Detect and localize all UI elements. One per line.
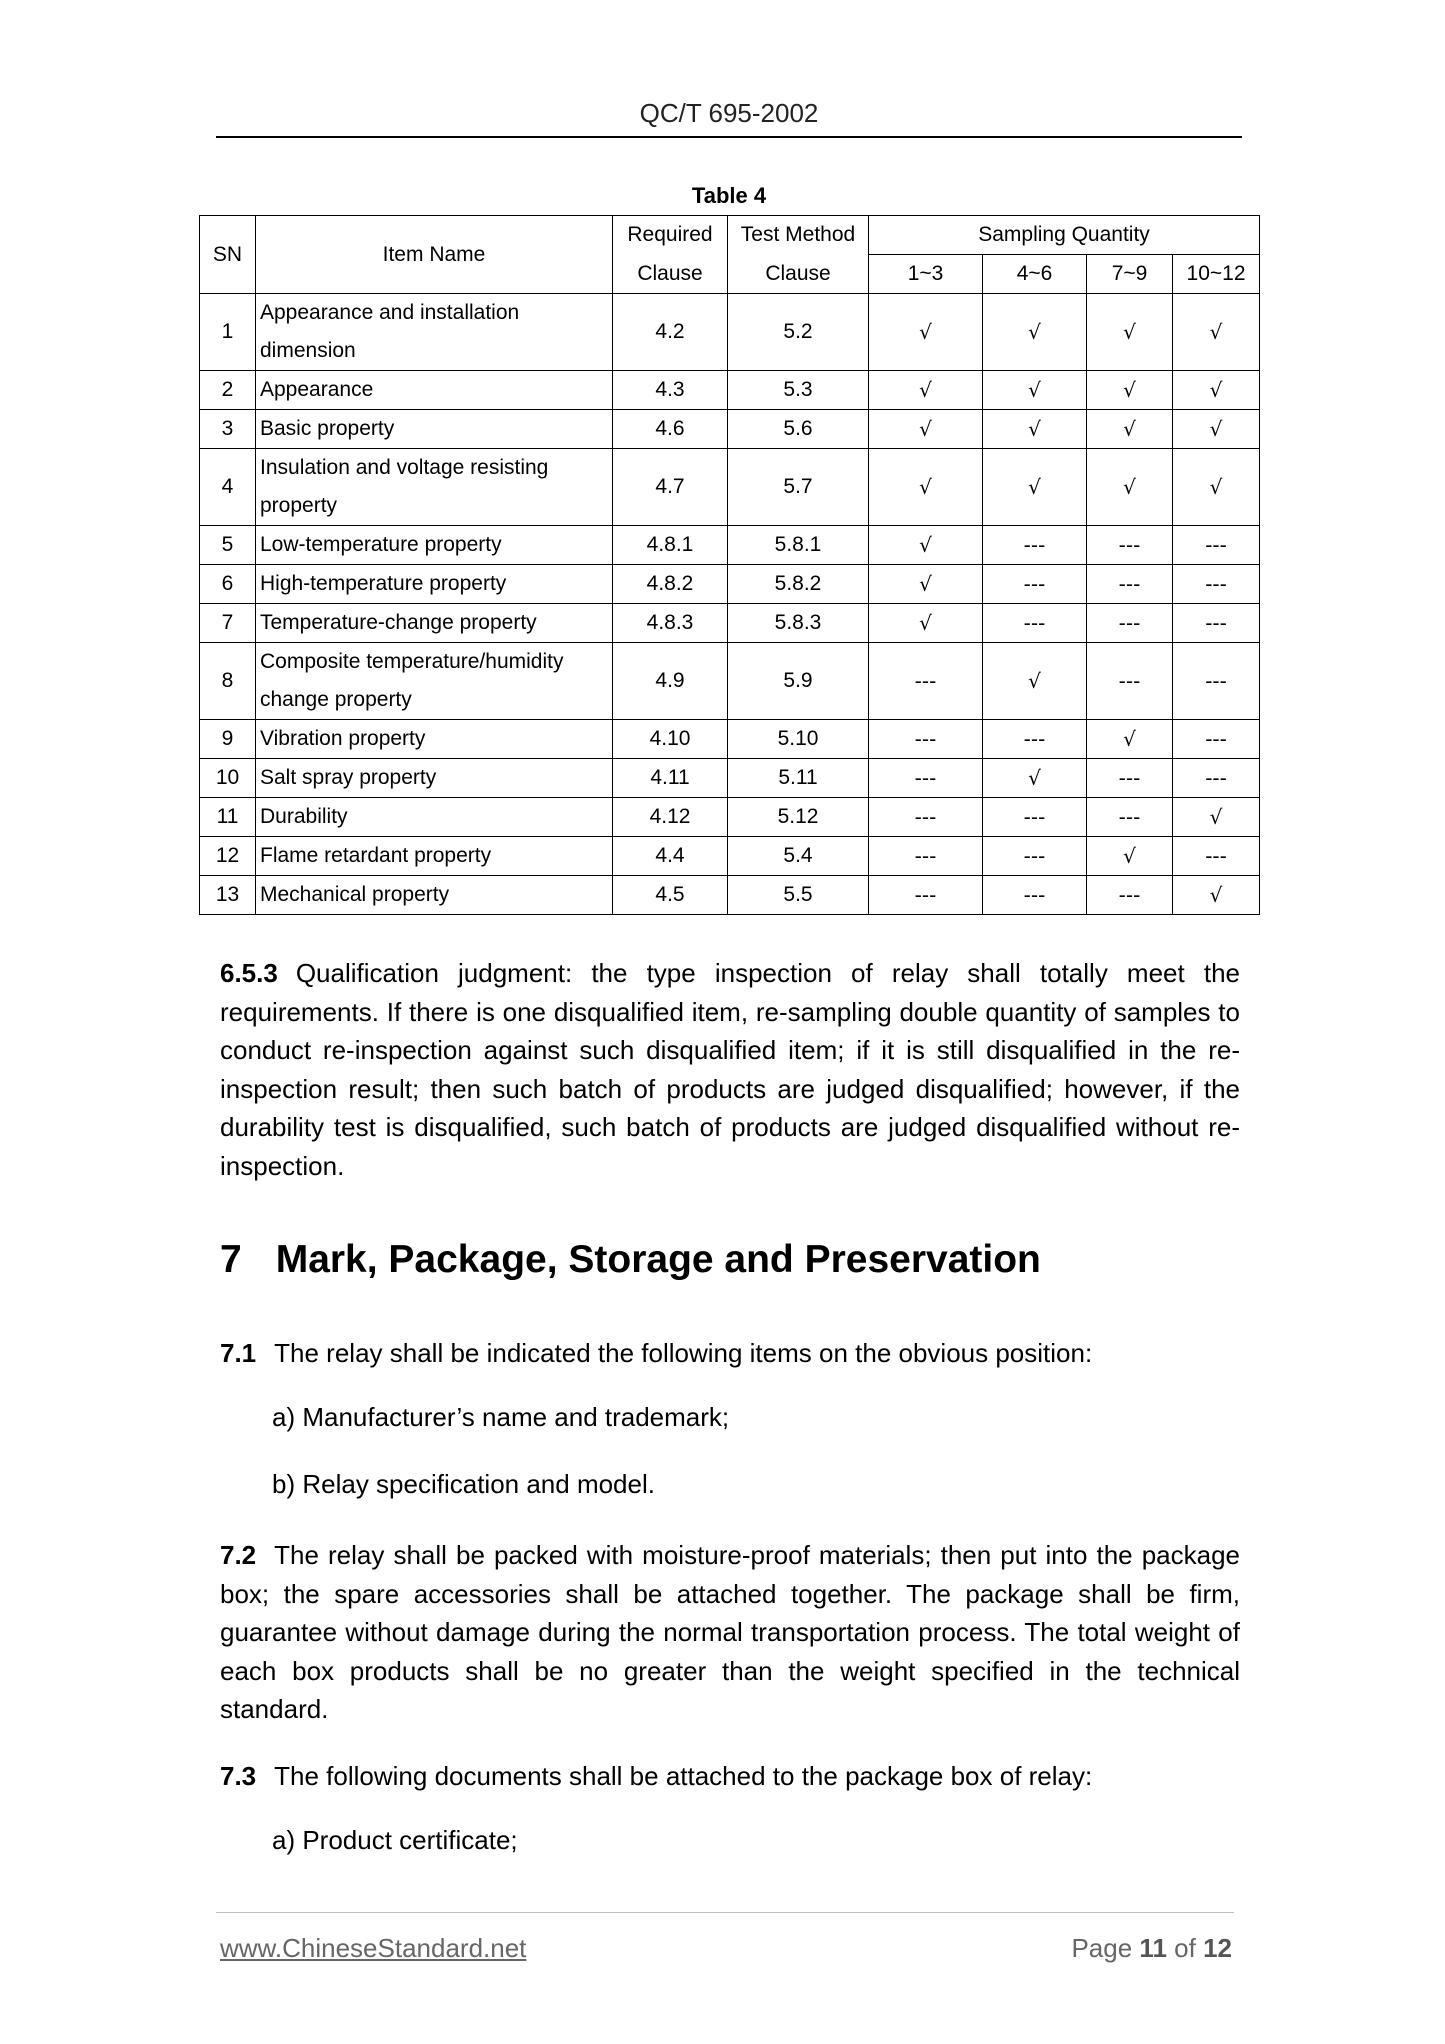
row-sampling-10-12: √ <box>1173 798 1260 837</box>
row-sampling-4-6: √ <box>983 643 1087 720</box>
row-sampling-7-9: --- <box>1087 798 1173 837</box>
page-header-doc-id: QC/T 695-2002 <box>639 98 819 128</box>
row-sn: 1 <box>200 294 256 371</box>
footer-website-link[interactable]: www.ChineseStandard.net <box>220 1933 527 1963</box>
section-title: Mark, Package, Storage and Preservation <box>275 1238 1041 1281</box>
row-sampling-4-6: --- <box>983 798 1087 837</box>
row-sampling-4-6: --- <box>983 565 1087 604</box>
row-sampling-4-6: √ <box>983 449 1087 526</box>
row-sampling-1-3: √ <box>869 449 983 526</box>
clause-text: The following documents shall be attached to the package box of relay: <box>274 1761 1093 1791</box>
row-sampling-7-9: --- <box>1087 643 1173 720</box>
row-sampling-10-12: √ <box>1173 449 1260 526</box>
header-required-clause-line1: Required <box>613 216 728 255</box>
row-sampling-10-12: --- <box>1173 837 1260 876</box>
row-test-method-clause: 5.6 <box>728 410 869 449</box>
row-sampling-1-3: √ <box>869 410 983 449</box>
row-item-name: Salt spray property <box>256 759 613 798</box>
header-item-name: Item Name <box>256 216 613 294</box>
header-sampling-group: 7~9 <box>1087 255 1173 294</box>
row-sampling-7-9: √ <box>1087 720 1173 759</box>
header-sampling-group: 4~6 <box>983 255 1087 294</box>
row-required-clause: 4.10 <box>613 720 728 759</box>
clause-text: Qualification judgment: the type inspection of relay shall totally meet the requirements. If there is one disqualified item, re-sampling double quantity of samples to conduct re-inspection against such disqualified item; if it is still disqualified in the re-inspection result; then such batch of products are judged disqualified; however, if the durability test is disqualified, such batch of products are judged disqualified without re-inspection. <box>220 958 1240 1181</box>
header-required-clause-line2: Clause <box>613 255 728 294</box>
row-sampling-1-3: --- <box>869 643 983 720</box>
table-row <box>200 876 1260 915</box>
header-sampling-group: 10~12 <box>1173 255 1260 294</box>
row-sampling-10-12: --- <box>1173 720 1260 759</box>
header-test-method-line1: Test Method <box>728 216 869 255</box>
table-row <box>200 720 1260 759</box>
row-sampling-1-3: √ <box>869 294 983 371</box>
row-sampling-7-9: --- <box>1087 604 1173 643</box>
row-sampling-1-3: √ <box>869 526 983 565</box>
clause-7-1 <box>220 1334 1240 1373</box>
row-sampling-7-9: √ <box>1087 294 1173 371</box>
row-item-name: Mechanical property <box>256 876 613 915</box>
clause-number: 7.2 <box>220 1540 257 1570</box>
row-sn: 13 <box>200 876 256 915</box>
row-required-clause: 4.11 <box>613 759 728 798</box>
table-row <box>200 604 1260 643</box>
row-sampling-4-6: √ <box>983 410 1087 449</box>
row-sampling-7-9: --- <box>1087 876 1173 915</box>
row-test-method-clause: 5.2 <box>728 294 869 371</box>
clause-number: 7.1 <box>220 1338 257 1368</box>
row-required-clause: 4.4 <box>613 837 728 876</box>
row-item-name: Composite temperature/humidity change property <box>256 643 613 720</box>
row-sampling-7-9: √ <box>1087 449 1173 526</box>
row-sn: 4 <box>200 449 256 526</box>
row-item-name: High-temperature property <box>256 565 613 604</box>
row-required-clause: 4.7 <box>613 449 728 526</box>
row-sn: 3 <box>200 410 256 449</box>
row-required-clause: 4.8.3 <box>613 604 728 643</box>
row-sampling-10-12: √ <box>1173 876 1260 915</box>
row-sampling-10-12: --- <box>1173 604 1260 643</box>
row-sampling-7-9: √ <box>1087 837 1173 876</box>
row-sampling-4-6: --- <box>983 837 1087 876</box>
list-item: a) Product certificate; <box>272 1825 518 1855</box>
row-sampling-4-6: --- <box>983 720 1087 759</box>
row-required-clause: 4.6 <box>613 410 728 449</box>
row-sampling-1-3: --- <box>869 837 983 876</box>
row-required-clause: 4.12 <box>613 798 728 837</box>
table-row <box>200 798 1260 837</box>
clause-6-5-3 <box>220 954 1240 1185</box>
row-test-method-clause: 5.9 <box>728 643 869 720</box>
row-sampling-1-3: --- <box>869 876 983 915</box>
row-test-method-clause: 5.10 <box>728 720 869 759</box>
list-item: a) Manufacturer’s name and trademark; <box>272 1402 730 1432</box>
table-row <box>200 565 1260 604</box>
row-sampling-1-3: √ <box>869 371 983 410</box>
table-row <box>200 759 1260 798</box>
row-sampling-1-3: √ <box>869 565 983 604</box>
row-item-name: Vibration property <box>256 720 613 759</box>
row-required-clause: 4.3 <box>613 371 728 410</box>
table-row <box>200 837 1260 876</box>
row-item-name: Insulation and voltage resisting property <box>256 449 613 526</box>
row-sampling-7-9: --- <box>1087 759 1173 798</box>
row-sampling-1-3: --- <box>869 720 983 759</box>
clause-text: The relay shall be packed with moisture-proof materials; then put into the package box; the spare accessories shall be attached together. The package shall be firm, guarantee without damage during the normal transportation process. The total weight of each box products shall be no greater than the weight specified in the technical standard. <box>220 1540 1240 1724</box>
row-required-clause: 4.2 <box>613 294 728 371</box>
row-test-method-clause: 5.7 <box>728 449 869 526</box>
header-sn: SN <box>200 216 256 294</box>
clause-7-3 <box>220 1757 1240 1796</box>
header-sampling-quantity: Sampling Quantity <box>869 216 1260 255</box>
row-test-method-clause: 5.11 <box>728 759 869 798</box>
table-row <box>200 643 1260 720</box>
row-sampling-7-9: √ <box>1087 371 1173 410</box>
row-test-method-clause: 5.8.1 <box>728 526 869 565</box>
header-test-method-line2: Clause <box>728 255 869 294</box>
row-sampling-4-6: √ <box>983 371 1087 410</box>
row-sampling-10-12: --- <box>1173 643 1260 720</box>
row-sn: 9 <box>200 720 256 759</box>
row-sn: 2 <box>200 371 256 410</box>
row-test-method-clause: 5.5 <box>728 876 869 915</box>
row-sampling-10-12: √ <box>1173 294 1260 371</box>
footer-page-number: Page 11 of 12 <box>1071 1933 1232 1963</box>
table-row <box>200 526 1260 565</box>
row-sampling-4-6: --- <box>983 604 1087 643</box>
row-sn: 8 <box>200 643 256 720</box>
row-sampling-10-12: √ <box>1173 410 1260 449</box>
row-sn: 5 <box>200 526 256 565</box>
clause-text: The relay shall be indicated the following items on the obvious position: <box>274 1338 1093 1368</box>
section-number: 7 <box>220 1238 242 1281</box>
row-test-method-clause: 5.8.2 <box>728 565 869 604</box>
row-sampling-4-6: --- <box>983 526 1087 565</box>
row-sn: 10 <box>200 759 256 798</box>
clause-number: 6.5.3 <box>220 958 278 988</box>
row-sn: 6 <box>200 565 256 604</box>
row-sampling-10-12: --- <box>1173 526 1260 565</box>
row-sampling-1-3: --- <box>869 798 983 837</box>
row-sn: 7 <box>200 604 256 643</box>
table-row <box>200 449 1260 526</box>
row-sampling-7-9: --- <box>1087 526 1173 565</box>
row-item-name: Durability <box>256 798 613 837</box>
row-item-name: Basic property <box>256 410 613 449</box>
row-item-name: Temperature-change property <box>256 604 613 643</box>
row-required-clause: 4.8.2 <box>613 565 728 604</box>
section-7-heading <box>220 1238 1041 1282</box>
row-sn: 12 <box>200 837 256 876</box>
row-sampling-4-6: --- <box>983 876 1087 915</box>
table-row <box>200 410 1260 449</box>
row-sn: 11 <box>200 798 256 837</box>
row-sampling-10-12: √ <box>1173 371 1260 410</box>
footer-rule <box>216 1912 1234 1913</box>
list-item: b) Relay specification and model. <box>272 1469 655 1499</box>
row-test-method-clause: 5.4 <box>728 837 869 876</box>
row-sampling-1-3: √ <box>869 604 983 643</box>
row-sampling-1-3: --- <box>869 759 983 798</box>
row-sampling-10-12: --- <box>1173 759 1260 798</box>
row-item-name: Flame retardant property <box>256 837 613 876</box>
row-sampling-4-6: √ <box>983 759 1087 798</box>
row-test-method-clause: 5.3 <box>728 371 869 410</box>
row-required-clause: 4.8.1 <box>613 526 728 565</box>
row-item-name: Appearance <box>256 371 613 410</box>
clause-7-2 <box>220 1536 1240 1729</box>
header-rule <box>216 136 1242 138</box>
row-item-name: Low-temperature property <box>256 526 613 565</box>
inspection-table <box>199 215 1260 915</box>
row-test-method-clause: 5.12 <box>728 798 869 837</box>
table-caption: Table 4 <box>691 183 767 208</box>
row-sampling-7-9: --- <box>1087 565 1173 604</box>
header-sampling-group: 1~3 <box>869 255 983 294</box>
row-item-name: Appearance and installation dimension <box>256 294 613 371</box>
table-row <box>200 294 1260 371</box>
row-sampling-10-12: --- <box>1173 565 1260 604</box>
row-required-clause: 4.9 <box>613 643 728 720</box>
row-sampling-7-9: √ <box>1087 410 1173 449</box>
row-test-method-clause: 5.8.3 <box>728 604 869 643</box>
row-sampling-4-6: √ <box>983 294 1087 371</box>
clause-number: 7.3 <box>220 1761 257 1791</box>
table-row <box>200 371 1260 410</box>
row-required-clause: 4.5 <box>613 876 728 915</box>
